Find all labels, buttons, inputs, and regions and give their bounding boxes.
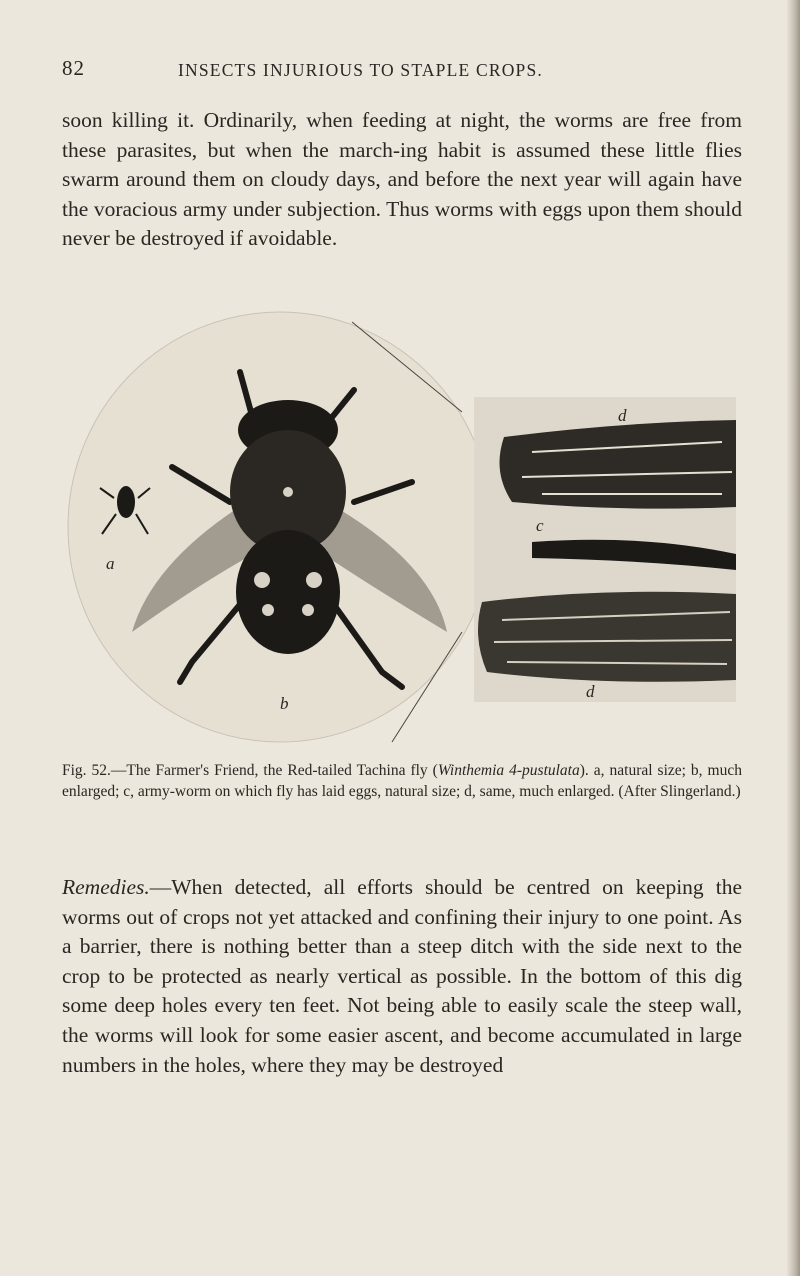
caption-fig-number: Fig. 52.: [62, 762, 111, 779]
caption-text-end: ). a, natural size; b, much enlarged; c, army-worm on which fly has laid eggs, natural size; d, same, much enlarged. (After Slingerland.): [62, 762, 742, 800]
figure-label-b: b: [280, 694, 289, 713]
figure-label-a: a: [106, 554, 115, 573]
worm-d-bottom: [478, 592, 736, 682]
paragraph-parasites: soon killing it. Ordinarily, when feeding at night, the worms are free from these parasites, but when the march-ing habit is assumed these little flies swarm around them on cloudy days, and before the next year will again have the voracious army under subjection. Thus worms with eggs upon them should never be destroyed if avoidable.: [62, 108, 742, 251]
paragraph-remedies: [62, 873, 742, 1080]
worm-d-top: [500, 420, 737, 509]
running-head: INSECTS INJURIOUS TO STAPLE CROPS.: [178, 60, 543, 80]
caption-species: Winthemia 4-pustulata: [437, 762, 580, 779]
fly-abdomen: [236, 530, 340, 654]
page-edge-shadow: [786, 0, 800, 1276]
remedies-text: —When detected, all efforts should be centred on keeping the worms out of crops not yet attacked and confining their injury to one point. As a barrier, there is nothing better than a steep ditch with the side next to the crop to be protected as nearly vertical as possible. In the bottom of this dig some deep holes every ten feet. Not being able to easily scale the steep wall, the worms will look for some easier ascent, and become accumulated in large numbers in the holes, where they may be destroyed: [62, 875, 742, 1077]
figure-label-c: c: [536, 516, 544, 535]
remedies-lead-in: Remedies.: [62, 875, 150, 899]
figure-tachina-fly: [62, 302, 742, 772]
figure-illustration: [62, 302, 742, 762]
page-number: 82: [62, 56, 85, 80]
page-header: [0, 56, 800, 86]
caption-text-start: —The Farmer's Friend, the Red-tailed Tachina fly (: [110, 762, 438, 779]
figure-caption: [62, 760, 742, 802]
figure-label-d-bottom: d: [586, 682, 595, 701]
figure-label-d-top: d: [618, 406, 627, 425]
